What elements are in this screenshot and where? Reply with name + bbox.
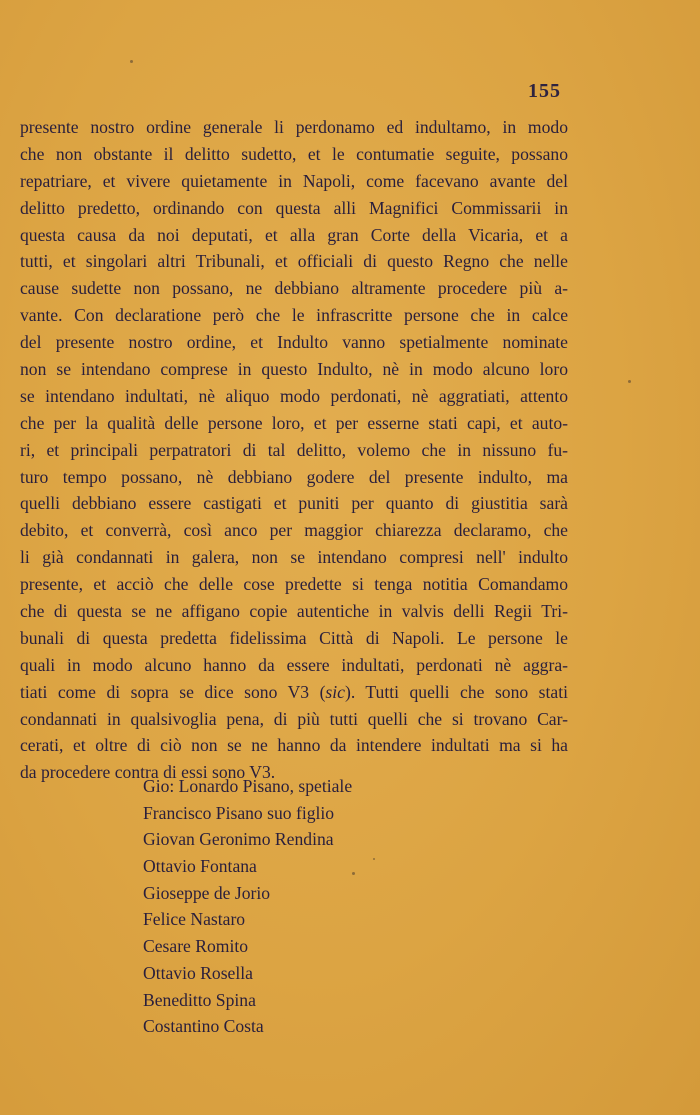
page-number: 155 bbox=[528, 80, 561, 102]
text-line: tiati come di sopra se dice sono V3 (sic). Tutti quelli che sono stati bbox=[20, 681, 568, 702]
text-line: se intendano indultati, nè aliquo modo perdonati, nè aggratiati, attento bbox=[20, 385, 568, 406]
text-line: li già condannati in galera, non se intendano compresi nell' indulto bbox=[20, 547, 568, 568]
text-line: debito, et converrà, così anco per maggior chiarezza declaramo, che bbox=[20, 520, 568, 541]
text-line: presente, et acciò che delle cose predette si tenga notitia Comandamo bbox=[20, 574, 568, 595]
name-entry: Felice Nastaro bbox=[143, 909, 246, 930]
name-entry: Costantino Costa bbox=[143, 1016, 264, 1037]
name-entry: Ottavio Fontana bbox=[143, 856, 257, 877]
text-line: quelli debbiano essere castigati et puniti per quanto di giustitia sarà bbox=[20, 493, 568, 514]
text-line: presente nostro ordine generale li perdonamo ed indultamo, in modo bbox=[20, 117, 568, 137]
paper-speck bbox=[352, 872, 355, 875]
text-line: repatriare, et vivere quietamente in Napoli, come facevano avante del bbox=[20, 170, 568, 191]
name-entry: Beneditto Spina bbox=[143, 989, 256, 1010]
text-line: turo tempo possano, nè debbiano godere del presente indulto, ma bbox=[20, 466, 568, 487]
name-entry: Gio: Lonardo Pisano, spetiale bbox=[143, 776, 353, 796]
text-line: delitto predetto, ordinando con questa alli Magnifici Commissarii in bbox=[20, 197, 568, 218]
text-line: che non obstante il delitto sudetto, et le contumatie seguite, possano bbox=[20, 143, 568, 164]
text-line: che per la qualità delle persone loro, et per esserne stati capi, et auto- bbox=[20, 412, 568, 433]
body-text bbox=[20, 114, 568, 786]
text-line: del presente nostro ordine, et Indulto vanno spetialmente nominate bbox=[20, 332, 568, 353]
text-line: tutti, et singolari altri Tribunali, et officiali di questo Regno che nelle bbox=[20, 251, 568, 272]
name-entry: Giovan Geronimo Rendina bbox=[143, 829, 334, 850]
text-line: non se intendano comprese in questo Indulto, nè in modo alcuno loro bbox=[20, 359, 568, 380]
text-line: ri, et principali perpatratori di tal delitto, volemo che in nissuno fu- bbox=[20, 439, 568, 460]
paper-speck bbox=[130, 60, 133, 63]
text-line: vante. Con declaratione però che le infrascritte persone che in calce bbox=[20, 305, 568, 326]
text-line: cerati, et oltre di ciò non se ne hanno da intendere indultati ma si ha bbox=[20, 735, 568, 756]
name-entry: Gioseppe de Jorio bbox=[143, 882, 271, 903]
text-line: da procedere contra di essi sono V3. bbox=[20, 762, 276, 783]
paper-speck bbox=[628, 380, 631, 383]
paper-speck bbox=[373, 858, 375, 860]
name-entry: Ottavio Rosella bbox=[143, 962, 253, 983]
text-line: bunali di questa predetta fidelissima Città di Napoli. Le persone le bbox=[20, 627, 568, 648]
text-line: che di questa se ne affigano copie autentiche in valvis delli Regii Tri- bbox=[20, 601, 568, 622]
text-line: quali in modo alcuno hanno da essere indultati, perdonati nè aggra- bbox=[20, 654, 568, 675]
text-line: questa causa da noi deputati, et alla gran Corte della Vicaria, et a bbox=[20, 224, 568, 245]
names-list bbox=[143, 773, 443, 1040]
text-line: condannati in qualsivoglia pena, di più tutti quelli che si trovano Car- bbox=[20, 708, 568, 729]
name-entry: Cesare Romito bbox=[143, 936, 249, 957]
name-entry: Francisco Pisano suo figlio bbox=[143, 802, 335, 823]
text-line: cause sudette non possano, ne debbiano altramente procedere più a- bbox=[20, 278, 568, 299]
